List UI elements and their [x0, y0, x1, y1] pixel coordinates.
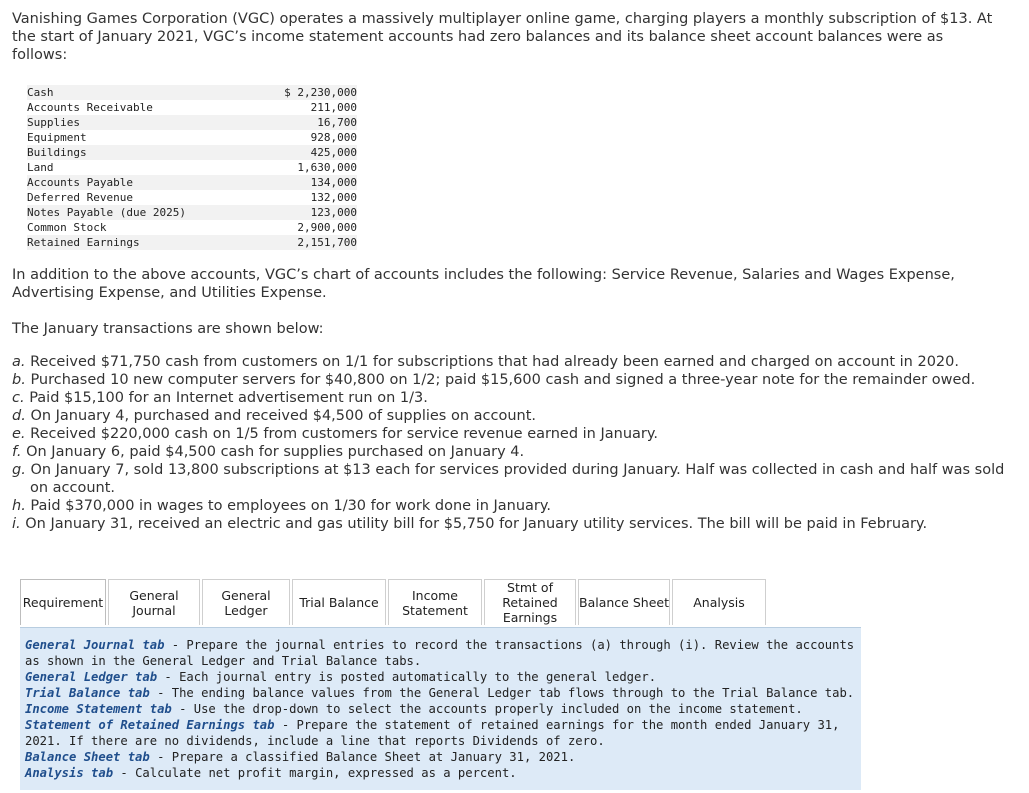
instruction-tab-name: Analysis tab	[25, 766, 114, 780]
account-name: Retained Earnings	[27, 235, 253, 250]
transaction-text: Paid $370,000 in wages to employees on 1/30 for work done in January.	[30, 498, 552, 514]
account-name: Equipment	[27, 131, 87, 144]
account-name: Buildings	[27, 145, 253, 160]
transaction-list	[12, 353, 1007, 533]
chart-of-accounts-note: In addition to the above accounts, VGC’s chart of accounts includes the following: Service Revenue, Salaries and Wages Expense, Advertising Expense, and Utilities Expense.	[12, 267, 955, 301]
transaction-letter: e.	[12, 426, 26, 442]
table-row	[27, 115, 357, 130]
tab-stmt-retained-earnings[interactable]: Stmt of Retained Earnings	[484, 579, 576, 625]
account-amount: 2,900,000	[297, 221, 357, 234]
instruction-tab-name: Trial Balance tab	[25, 686, 150, 700]
account-name: Accounts Payable	[27, 175, 253, 190]
transaction-text: On January 31, received an electric and gas utility bill for $5,750 for January utility services. The bill will be paid in February.	[25, 516, 928, 532]
account-amount: 928,000	[310, 131, 357, 144]
list-item	[12, 497, 1007, 515]
table-row	[27, 145, 357, 160]
transaction-letter: c.	[12, 390, 25, 406]
transaction-letter: a.	[12, 354, 26, 370]
instruction-text: - Each journal entry is posted automatically to the general ledger.	[157, 670, 657, 684]
instruction-line	[25, 701, 855, 717]
table-row	[27, 175, 357, 190]
account-name: Supplies	[27, 115, 253, 130]
instruction-text: - Prepare the statement of retained earnings for the month ended January 31, 2021. If there are no dividends, include a line that reports Dividends of zero.	[25, 718, 840, 748]
instruction-tab-name: General Ledger tab	[25, 670, 158, 684]
transaction-text: Received $220,000 cash on 1/5 from customers for service revenue earned in January.	[30, 426, 658, 442]
instruction-line	[25, 685, 855, 701]
tab-income-statement[interactable]: Income Statement	[388, 579, 482, 625]
instruction-line	[25, 749, 855, 765]
transaction-text: Received $71,750 cash from customers on 1/1 for subscriptions that had already been earned and charged on account in 2020.	[30, 354, 959, 370]
transactions-heading: The January transactions are shown below:	[12, 321, 324, 337]
transaction-letter: i.	[12, 516, 21, 532]
instruction-line	[25, 765, 855, 781]
transaction-text: On January 7, sold 13,800 subscriptions at $13 each for services provided during January. Half was collected in cash and half was sold on account.	[30, 462, 1005, 496]
account-amount: 134,000	[253, 175, 357, 190]
table-row	[27, 160, 357, 175]
list-item	[12, 461, 1007, 497]
instruction-tab-name: General Journal tab	[25, 638, 165, 652]
instruction-line	[25, 717, 855, 749]
list-item	[12, 407, 1007, 425]
transaction-letter: f.	[12, 444, 22, 460]
transaction-letter: h.	[12, 498, 26, 514]
account-amount: 123,000	[253, 205, 357, 220]
instruction-line	[25, 637, 855, 669]
list-item	[12, 371, 1007, 389]
tab-bar	[20, 579, 768, 627]
requirement-panel	[20, 627, 861, 790]
transaction-text: On January 4, purchased and received $4,500 of supplies on account.	[30, 408, 537, 424]
table-row	[27, 220, 357, 235]
account-name: Notes Payable (due 2025)	[27, 205, 253, 220]
account-amount: 2,151,700	[253, 235, 357, 250]
transaction-letter: g.	[12, 462, 26, 478]
tab-analysis[interactable]: Analysis	[672, 579, 766, 625]
instruction-tab-name: Statement of Retained Earnings tab	[25, 718, 275, 732]
list-item	[12, 389, 1007, 407]
instruction-text: - The ending balance values from the General Ledger tab flows through to the Trial Balance tab.	[149, 686, 855, 700]
account-name: Cash	[27, 85, 253, 100]
table-row	[27, 100, 357, 115]
instruction-line	[25, 669, 855, 685]
account-name: Common Stock	[27, 221, 107, 234]
table-row	[27, 190, 357, 205]
list-item	[12, 353, 1007, 371]
instruction-tab-name: Balance Sheet tab	[25, 750, 150, 764]
account-amount: 16,700	[253, 115, 357, 130]
table-row	[27, 235, 357, 250]
transaction-letter: b.	[12, 372, 26, 388]
account-amount: 211,000	[310, 101, 357, 114]
instruction-text: - Prepare a classified Balance Sheet at January 31, 2021.	[149, 750, 576, 764]
instruction-text: - Calculate net profit margin, expressed as a percent.	[113, 766, 517, 780]
balance-table	[27, 85, 357, 250]
transaction-letter: d.	[12, 408, 26, 424]
problem-intro: Vanishing Games Corporation (VGC) operates a massively multiplayer online game, charging players a monthly subscription of $13. At the start of January 2021, VGC’s income statement accounts had zero balances and its balance sheet account balances were as follows:	[12, 11, 993, 63]
tab-general-ledger[interactable]: General Ledger	[202, 579, 290, 625]
transaction-text: Purchased 10 new computer servers for $40,800 on 1/2; paid $15,600 cash and signed a three-year note for the remainder owed.	[30, 372, 976, 388]
tab-general-journal[interactable]: General Journal	[108, 579, 200, 625]
account-amount: 425,000	[253, 145, 357, 160]
list-item	[12, 425, 1007, 443]
instruction-text: - Prepare the journal entries to record the transactions (a) through (i). Review the accounts as shown in the General Ledger and Trial Balance tabs.	[25, 638, 855, 668]
transaction-text: On January 6, paid $4,500 cash for supplies purchased on January 4.	[26, 444, 525, 460]
table-row	[27, 205, 357, 220]
tab-trial-balance[interactable]: Trial Balance	[292, 579, 386, 625]
account-name: Accounts Receivable	[27, 101, 153, 114]
instruction-text: - Use the drop-down to select the accounts properly included on the income statement.	[171, 702, 803, 716]
tab-requirement[interactable]: Requirement	[20, 579, 106, 625]
account-name: Deferred Revenue	[27, 191, 133, 204]
instruction-tab-name: Income Statement tab	[25, 702, 172, 716]
account-amount: 132,000	[310, 191, 357, 204]
transaction-text: Paid $15,100 for an Internet advertisement run on 1/3.	[29, 390, 428, 406]
list-item	[12, 443, 1007, 461]
table-row	[27, 130, 357, 145]
account-name: Land	[27, 161, 54, 174]
table-row	[27, 85, 357, 100]
list-item	[12, 515, 1007, 533]
account-amount: 1,630,000	[297, 161, 357, 174]
account-amount: $ 2,230,000	[253, 85, 357, 100]
tab-balance-sheet[interactable]: Balance Sheet	[578, 579, 670, 625]
